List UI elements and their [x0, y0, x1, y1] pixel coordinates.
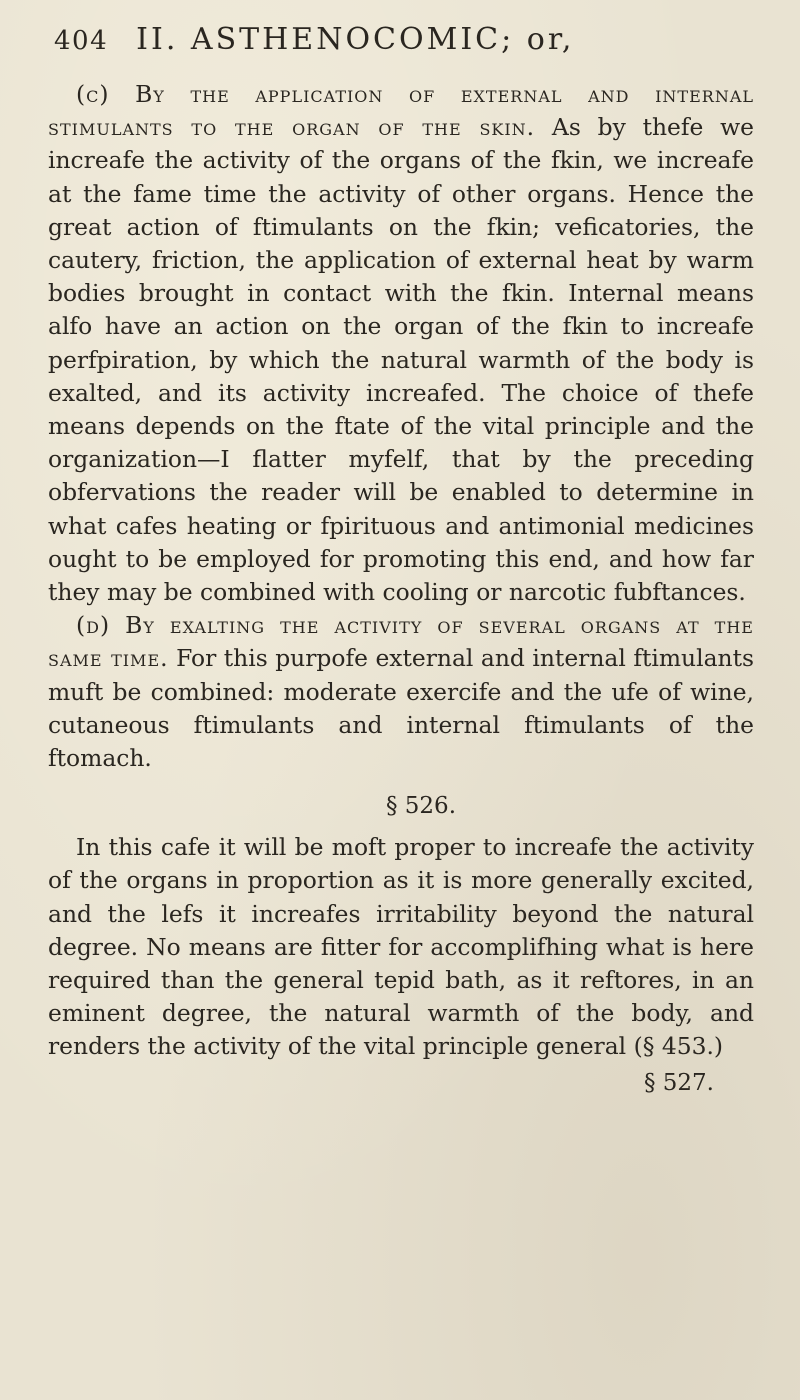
running-title: II. ASTHENOCOMIC; or, — [136, 22, 575, 57]
paragraph-d — [48, 609, 754, 775]
section-paragraph: In this cafe it will be moft proper to increafe the activity of the organs in proportion as it is more generally excited, and the lefs it increafes irritability beyond the natural degree. No means are fitter for accomplifhing what is here required than the general tepid bath, as it reftores, in an eminent degree, the natural warmth of the body, and renders the activity of the vital principle general (§ 453.) — [48, 833, 754, 1061]
catchword: § 527. — [643, 1069, 714, 1096]
paragraph-c — [48, 78, 754, 609]
paragraph-d-lead: (d) By exalting the activity of several organs at the same time. — [48, 611, 754, 673]
page-number: 404 — [54, 26, 109, 56]
running-head — [54, 22, 754, 66]
paragraph-c-lead: (c) By the application of external and internal stimulants to the organ of the skin. — [48, 80, 754, 142]
paragraph-c-body: As by thefe we increafe the activity of the organs of the fkin, we increafe at the fame time the activity of other organs. Hence the great action of ftimulants on the fkin; veficatories, the cautery, friction, the application of external heat by warm bodies brought in contact with the fkin. Internal means alfo have an action on the organ of the fkin to increafe perfpiration, by which the natural warmth of the body is exalted, and its activity increafed. The choice of thefe means depends on the ftate of the vital principle and the organization—I flatter myfelf, that by the preceding obfervations the reader will be enabled to determine in what cafes heating or fpirituous and antimonial medicines ought to be employed for promoting this end, and how far they may be combined with cooling or narcotic fubftances. — [48, 113, 755, 607]
paragraph-d-body: For this purpofe external and internal ftimulants muft be combined: moderate exercife and the ufe of wine, cutaneous ftimulants and internal ftimulants of the ftomach. — [48, 644, 754, 773]
section-heading: § 526. — [385, 793, 457, 820]
